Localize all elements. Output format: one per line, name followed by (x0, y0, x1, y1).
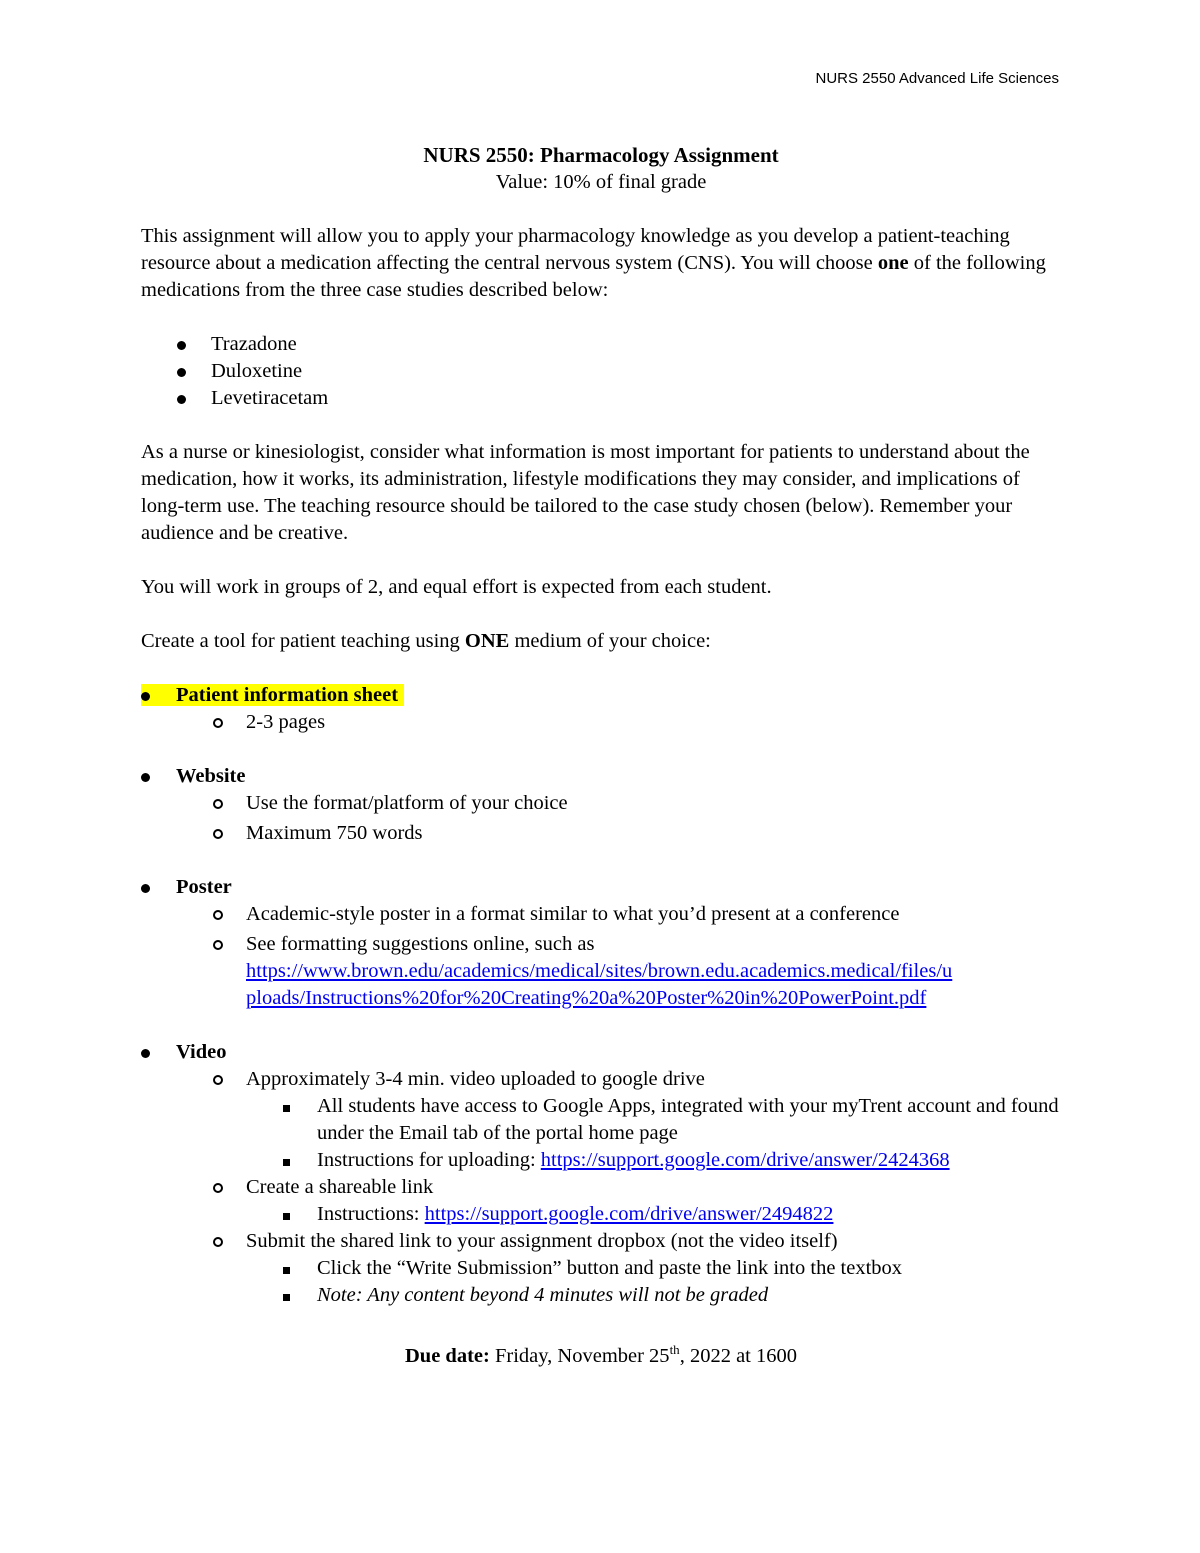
list-item: Duloxetine (141, 358, 1061, 385)
upload-instructions-link[interactable]: https://support.google.com/drive/answer/2424368 (540, 1149, 950, 1171)
list-item: Instructions for uploading: https://support.google.com/drive/answer/2424368 (141, 1147, 1061, 1174)
list-item: Create a shareable link (141, 1174, 1061, 1201)
list-item: Trazadone (141, 331, 1061, 358)
list-item: Poster (141, 874, 1061, 901)
list-item: Video (141, 1039, 1061, 1066)
medication-list (141, 331, 1061, 412)
page-title: NURS 2550: Pharmacology Assignment (423, 143, 779, 167)
share-instructions-link[interactable]: https://support.google.com/drive/answer/2494822 (424, 1203, 834, 1225)
option-label-highlighted: Patient information sheet (141, 684, 404, 706)
list-item: Academic-style poster in a format similar to what you’d present at a conference (141, 901, 1061, 928)
option-sheet (141, 682, 1061, 736)
list-item: Maximum 750 words (141, 820, 1061, 847)
document-body (141, 142, 1061, 1370)
list-item: Note: Any content beyond 4 minutes will not be graded (141, 1282, 1061, 1309)
list-item: Approximately 3-4 min. video uploaded to google drive (141, 1066, 1061, 1093)
option-video (141, 1039, 1061, 1309)
list-item: Website (141, 763, 1061, 790)
poster-guide-link[interactable]: https://www.brown.edu/academics/medical/sites/brown.edu.academics.medical/files/u ploads/Instructions%20for%20Creating%20a%20Poster%20in%20PowerPoint.pdf (246, 960, 953, 1009)
list-item: Use the format/platform of your choice (141, 790, 1061, 817)
paragraph-considerations: As a nurse or kinesiologist, consider what information is most important for patients to understand about the medication, how it works, its administration, lifestyle modifications they may consider, and implications of long-term use. The teaching resource should be tailored to the case study chosen (below). Remember your audience and be creative. (141, 441, 1030, 544)
list-item: 2-3 pages (141, 709, 1061, 736)
paragraph-medium: Create a tool for patient teaching using ONE medium of your choice: (141, 630, 711, 652)
due-date: Due date: Friday, November 25th, 2022 at 1600 (405, 1342, 797, 1367)
list-item: Instructions: https://support.google.com/drive/answer/2494822 (141, 1201, 1061, 1228)
list-item: Submit the shared link to your assignment dropbox (not the video itself) (141, 1228, 1061, 1255)
list-item: See formatting suggestions online, such as https://www.brown.edu/academics/medical/sites/brown.edu.academics.medical/files/u ploads/Instructions%20for%20Creating%20a%20Poster%20in%20PowerPoint.pdf (141, 931, 1061, 1012)
option-website (141, 763, 1061, 847)
list-item: Levetiracetam (141, 385, 1061, 412)
intro-paragraph: This assignment will allow you to apply your pharmacology knowledge as you develop a patient-teaching resource about a medication affecting the central nervous system (CNS). You will choose one of the following medications from the three case studies described below: (141, 225, 1046, 301)
option-poster (141, 874, 1061, 1012)
list-item: All students have access to Google Apps, integrated with your myTrent account and found under the Email tab of the portal home page (141, 1093, 1061, 1147)
running-header: NURS 2550 Advanced Life Sciences (815, 70, 1059, 87)
value-line: Value: 10% of final grade (495, 171, 707, 193)
list-item (141, 682, 1061, 709)
paragraph-groups: You will work in groups of 2, and equal effort is expected from each student. (141, 576, 772, 598)
list-item: Click the “Write Submission” button and paste the link into the textbox (141, 1255, 1061, 1282)
